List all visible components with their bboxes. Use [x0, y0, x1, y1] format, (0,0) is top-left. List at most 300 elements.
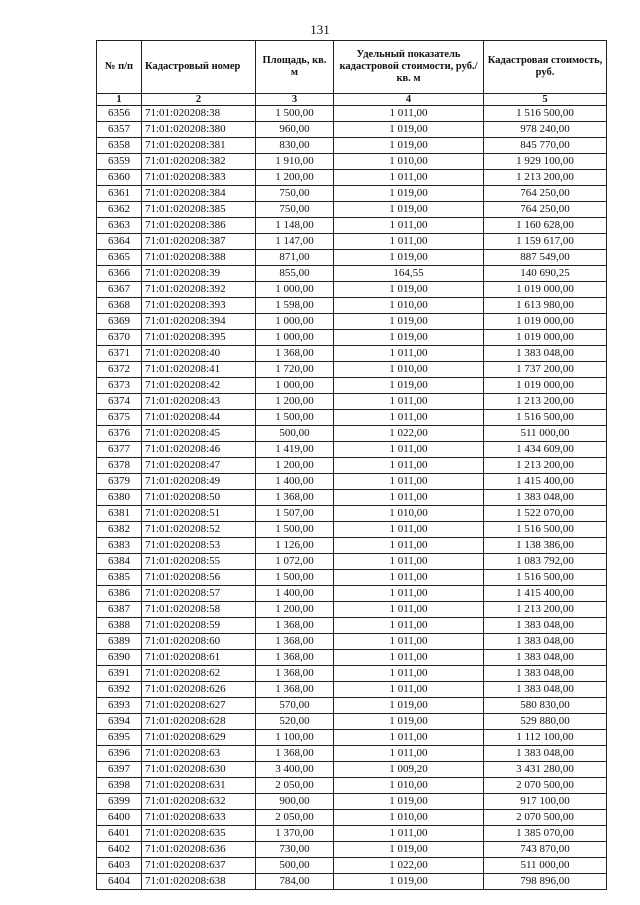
cadastral-value-cell: 1 383 048,00	[484, 618, 607, 634]
area-cell: 1 370,00	[256, 826, 334, 842]
cadastral-number-cell: 71:01:020208:59	[142, 618, 256, 634]
table-row	[97, 714, 607, 730]
cadastral-value-cell: 1 516 500,00	[484, 570, 607, 586]
specific-value-cell: 1 011,00	[334, 474, 484, 490]
cadastral-number-cell: 71:01:020208:45	[142, 426, 256, 442]
cadastral-value-cell: 580 830,00	[484, 698, 607, 714]
area-cell: 500,00	[256, 858, 334, 874]
specific-value-cell: 1 011,00	[334, 682, 484, 698]
row-number-cell: 6386	[97, 586, 142, 602]
cadastral-value-cell: 1 019 000,00	[484, 378, 607, 394]
table-row	[97, 266, 607, 282]
cadastral-number-cell: 71:01:020208:57	[142, 586, 256, 602]
table-row	[97, 234, 607, 250]
row-number-cell: 6384	[97, 554, 142, 570]
cadastral-number-cell: 71:01:020208:40	[142, 346, 256, 362]
area-cell: 1 598,00	[256, 298, 334, 314]
row-number-cell: 6404	[97, 874, 142, 890]
area-cell: 1 072,00	[256, 554, 334, 570]
cadastral-number-cell: 71:01:020208:382	[142, 154, 256, 170]
row-number-cell: 6380	[97, 490, 142, 506]
table-row	[97, 474, 607, 490]
table-row	[97, 298, 607, 314]
table-row	[97, 506, 607, 522]
specific-value-cell: 1 011,00	[334, 634, 484, 650]
specific-value-cell: 1 011,00	[334, 490, 484, 506]
cadastral-value-cell: 1 383 048,00	[484, 634, 607, 650]
row-number-cell: 6395	[97, 730, 142, 746]
area-cell: 871,00	[256, 250, 334, 266]
specific-value-cell: 1 011,00	[334, 826, 484, 842]
table-row	[97, 250, 607, 266]
specific-value-cell: 1 019,00	[334, 202, 484, 218]
area-cell: 1 000,00	[256, 282, 334, 298]
area-cell: 1 720,00	[256, 362, 334, 378]
cadastral-number-cell: 71:01:020208:387	[142, 234, 256, 250]
cadastral-value-cell: 1 415 400,00	[484, 586, 607, 602]
row-number-cell: 6364	[97, 234, 142, 250]
specific-value-cell: 1 011,00	[334, 106, 484, 122]
row-number-cell: 6383	[97, 538, 142, 554]
table-row	[97, 778, 607, 794]
cadastral-number-cell: 71:01:020208:61	[142, 650, 256, 666]
row-number-cell: 6382	[97, 522, 142, 538]
cadastral-value-cell: 1 415 400,00	[484, 474, 607, 490]
cadastral-number-cell: 71:01:020208:388	[142, 250, 256, 266]
cadastral-number-cell: 71:01:020208:51	[142, 506, 256, 522]
table-row	[97, 282, 607, 298]
area-cell: 1 000,00	[256, 330, 334, 346]
cadastral-number-cell: 71:01:020208:41	[142, 362, 256, 378]
specific-value-cell: 1 019,00	[334, 378, 484, 394]
area-cell: 1 500,00	[256, 410, 334, 426]
table-header-row	[97, 41, 607, 94]
row-number-cell: 6379	[97, 474, 142, 490]
cadastral-number-cell: 71:01:020208:630	[142, 762, 256, 778]
table-row	[97, 602, 607, 618]
specific-value-cell: 1 011,00	[334, 394, 484, 410]
table-row	[97, 874, 607, 890]
cadastral-value-cell: 1 019 000,00	[484, 282, 607, 298]
cadastral-value-cell: 1 019 000,00	[484, 330, 607, 346]
specific-value-cell: 1 011,00	[334, 522, 484, 538]
cadastral-value-cell: 1 737 200,00	[484, 362, 607, 378]
row-number-cell: 6400	[97, 810, 142, 826]
specific-value-cell: 1 011,00	[334, 618, 484, 634]
area-cell: 1 200,00	[256, 602, 334, 618]
area-cell: 730,00	[256, 842, 334, 858]
cadastral-value-cell: 978 240,00	[484, 122, 607, 138]
area-cell: 570,00	[256, 698, 334, 714]
specific-value-cell: 1 011,00	[334, 442, 484, 458]
cadastral-value-cell: 1 383 048,00	[484, 746, 607, 762]
row-number-cell: 6401	[97, 826, 142, 842]
cadastral-value-cell: 1 929 100,00	[484, 154, 607, 170]
row-number-cell: 6363	[97, 218, 142, 234]
area-cell: 784,00	[256, 874, 334, 890]
row-number-cell: 6361	[97, 186, 142, 202]
row-number-cell: 6396	[97, 746, 142, 762]
specific-value-cell: 1 019,00	[334, 874, 484, 890]
specific-value-cell: 1 019,00	[334, 714, 484, 730]
cadastral-number-cell: 71:01:020208:383	[142, 170, 256, 186]
table-row	[97, 746, 607, 762]
row-number-cell: 6402	[97, 842, 142, 858]
area-cell: 3 400,00	[256, 762, 334, 778]
cadastral-number-cell: 71:01:020208:56	[142, 570, 256, 586]
table-row	[97, 410, 607, 426]
specific-value-cell: 1 011,00	[334, 586, 484, 602]
specific-value-cell: 1 011,00	[334, 602, 484, 618]
header-cadastral-value: Кадастровая стоимость, руб.	[484, 41, 607, 94]
table-row	[97, 394, 607, 410]
row-number-cell: 6372	[97, 362, 142, 378]
cadastral-value-cell: 1 516 500,00	[484, 106, 607, 122]
header-cadastral-number: Кадастровый номер	[142, 41, 256, 94]
row-number-cell: 6391	[97, 666, 142, 682]
cadastral-number-cell: 71:01:020208:55	[142, 554, 256, 570]
cadastral-number-cell: 71:01:020208:393	[142, 298, 256, 314]
cadastral-value-cell: 529 880,00	[484, 714, 607, 730]
row-number-cell: 6360	[97, 170, 142, 186]
table-row	[97, 346, 607, 362]
cadastral-value-cell: 764 250,00	[484, 186, 607, 202]
specific-value-cell: 1 011,00	[334, 730, 484, 746]
cadastral-value-cell: 1 522 070,00	[484, 506, 607, 522]
specific-value-cell: 1 011,00	[334, 666, 484, 682]
cadastral-value-cell: 511 000,00	[484, 426, 607, 442]
table-row	[97, 218, 607, 234]
header-area: Площадь, кв. м	[256, 41, 334, 94]
table-row	[97, 106, 607, 122]
cadastral-number-cell: 71:01:020208:47	[142, 458, 256, 474]
row-number-cell: 6357	[97, 122, 142, 138]
cadastral-value-cell: 1 383 048,00	[484, 346, 607, 362]
table-row	[97, 650, 607, 666]
cadastral-value-cell: 1 613 980,00	[484, 298, 607, 314]
table-row	[97, 586, 607, 602]
row-number-cell: 6403	[97, 858, 142, 874]
row-number-cell: 6376	[97, 426, 142, 442]
cadastral-value-cell: 1 159 617,00	[484, 234, 607, 250]
specific-value-cell: 164,55	[334, 266, 484, 282]
cadastral-value-cell: 1 385 070,00	[484, 826, 607, 842]
row-number-cell: 6370	[97, 330, 142, 346]
area-cell: 900,00	[256, 794, 334, 810]
cadastral-number-cell: 71:01:020208:638	[142, 874, 256, 890]
cadastral-value-cell: 1 213 200,00	[484, 602, 607, 618]
table-row	[97, 378, 607, 394]
cadastral-value-cell: 1 019 000,00	[484, 314, 607, 330]
cadastral-number-cell: 71:01:020208:633	[142, 810, 256, 826]
cadastral-number-cell: 71:01:020208:635	[142, 826, 256, 842]
area-cell: 2 050,00	[256, 810, 334, 826]
specific-value-cell: 1 019,00	[334, 138, 484, 154]
area-cell: 1 368,00	[256, 634, 334, 650]
area-cell: 960,00	[256, 122, 334, 138]
specific-value-cell: 1 011,00	[334, 410, 484, 426]
row-number-cell: 6392	[97, 682, 142, 698]
specific-value-cell: 1 011,00	[334, 458, 484, 474]
column-number: 3	[256, 94, 334, 106]
table-row	[97, 570, 607, 586]
table-row	[97, 202, 607, 218]
row-number-cell: 6374	[97, 394, 142, 410]
area-cell: 1 368,00	[256, 666, 334, 682]
cadastral-value-cell: 1 213 200,00	[484, 458, 607, 474]
row-number-cell: 6373	[97, 378, 142, 394]
cadastral-value-cell: 1 516 500,00	[484, 410, 607, 426]
cadastral-number-cell: 71:01:020208:63	[142, 746, 256, 762]
cadastral-number-cell: 71:01:020208:631	[142, 778, 256, 794]
row-number-cell: 6375	[97, 410, 142, 426]
table-row	[97, 426, 607, 442]
area-cell: 1 500,00	[256, 570, 334, 586]
row-number-cell: 6399	[97, 794, 142, 810]
cadastral-value-cell: 798 896,00	[484, 874, 607, 890]
specific-value-cell: 1 019,00	[334, 314, 484, 330]
table-row	[97, 762, 607, 778]
table-row	[97, 490, 607, 506]
cadastral-value-cell: 1 213 200,00	[484, 394, 607, 410]
specific-value-cell: 1 011,00	[334, 554, 484, 570]
specific-value-cell: 1 019,00	[334, 250, 484, 266]
area-cell: 2 050,00	[256, 778, 334, 794]
area-cell: 1 368,00	[256, 490, 334, 506]
table-row	[97, 330, 607, 346]
column-number: 2	[142, 94, 256, 106]
cadastral-value-cell: 1 083 792,00	[484, 554, 607, 570]
cadastral-number-cell: 71:01:020208:637	[142, 858, 256, 874]
area-cell: 520,00	[256, 714, 334, 730]
cadastral-number-cell: 71:01:020208:636	[142, 842, 256, 858]
cadastral-number-cell: 71:01:020208:632	[142, 794, 256, 810]
cadastral-number-cell: 71:01:020208:53	[142, 538, 256, 554]
area-cell: 1 200,00	[256, 458, 334, 474]
specific-value-cell: 1 011,00	[334, 170, 484, 186]
specific-value-cell: 1 022,00	[334, 858, 484, 874]
specific-value-cell: 1 011,00	[334, 346, 484, 362]
row-number-cell: 6381	[97, 506, 142, 522]
table-row	[97, 858, 607, 874]
cadastral-value-cell: 764 250,00	[484, 202, 607, 218]
specific-value-cell: 1 022,00	[334, 426, 484, 442]
row-number-cell: 6387	[97, 602, 142, 618]
cadastral-value-cell: 1 112 100,00	[484, 730, 607, 746]
cadastral-number-cell: 71:01:020208:395	[142, 330, 256, 346]
table-row	[97, 698, 607, 714]
table-row	[97, 666, 607, 682]
specific-value-cell: 1 010,00	[334, 154, 484, 170]
specific-value-cell: 1 011,00	[334, 570, 484, 586]
cadastral-value-cell: 1 383 048,00	[484, 490, 607, 506]
area-cell: 1 200,00	[256, 394, 334, 410]
area-cell: 1 147,00	[256, 234, 334, 250]
area-cell: 1 910,00	[256, 154, 334, 170]
table-row	[97, 618, 607, 634]
area-cell: 500,00	[256, 426, 334, 442]
cadastral-number-cell: 71:01:020208:39	[142, 266, 256, 282]
specific-value-cell: 1 011,00	[334, 538, 484, 554]
specific-value-cell: 1 019,00	[334, 282, 484, 298]
area-cell: 1 400,00	[256, 586, 334, 602]
table-row	[97, 362, 607, 378]
table-row	[97, 458, 607, 474]
specific-value-cell: 1 010,00	[334, 810, 484, 826]
specific-value-cell: 1 010,00	[334, 298, 484, 314]
specific-value-cell: 1 010,00	[334, 506, 484, 522]
specific-value-cell: 1 011,00	[334, 650, 484, 666]
row-number-cell: 6389	[97, 634, 142, 650]
cadastral-number-cell: 71:01:020208:49	[142, 474, 256, 490]
row-number-cell: 6365	[97, 250, 142, 266]
cadastral-number-cell: 71:01:020208:50	[142, 490, 256, 506]
area-cell: 830,00	[256, 138, 334, 154]
cadastral-value-cell: 140 690,25	[484, 266, 607, 282]
table-row	[97, 730, 607, 746]
area-cell: 1 100,00	[256, 730, 334, 746]
specific-value-cell: 1 011,00	[334, 746, 484, 762]
specific-value-cell: 1 019,00	[334, 794, 484, 810]
specific-value-cell: 1 019,00	[334, 122, 484, 138]
specific-value-cell: 1 011,00	[334, 234, 484, 250]
table-row	[97, 170, 607, 186]
cadastral-number-cell: 71:01:020208:42	[142, 378, 256, 394]
cadastral-number-cell: 71:01:020208:385	[142, 202, 256, 218]
column-numbers-row	[97, 94, 607, 106]
cadastral-value-table	[96, 40, 607, 890]
area-cell: 1 000,00	[256, 314, 334, 330]
area-cell: 1 000,00	[256, 378, 334, 394]
area-cell: 1 500,00	[256, 522, 334, 538]
cadastral-value-cell: 1 434 609,00	[484, 442, 607, 458]
table-row	[97, 794, 607, 810]
cadastral-number-cell: 71:01:020208:52	[142, 522, 256, 538]
specific-value-cell: 1 009,20	[334, 762, 484, 778]
row-number-cell: 6366	[97, 266, 142, 282]
table-body	[97, 106, 607, 890]
cadastral-number-cell: 71:01:020208:392	[142, 282, 256, 298]
cadastral-number-cell: 71:01:020208:43	[142, 394, 256, 410]
cadastral-value-cell: 743 870,00	[484, 842, 607, 858]
cadastral-number-cell: 71:01:020208:629	[142, 730, 256, 746]
row-number-cell: 6362	[97, 202, 142, 218]
specific-value-cell: 1 010,00	[334, 362, 484, 378]
table-row	[97, 154, 607, 170]
area-cell: 1 368,00	[256, 682, 334, 698]
area-cell: 1 400,00	[256, 474, 334, 490]
column-number: 5	[484, 94, 607, 106]
cadastral-value-cell: 1 383 048,00	[484, 650, 607, 666]
row-number-cell: 6367	[97, 282, 142, 298]
table-row	[97, 186, 607, 202]
table-row	[97, 138, 607, 154]
table-row	[97, 682, 607, 698]
cadastral-value-cell: 3 431 280,00	[484, 762, 607, 778]
area-cell: 750,00	[256, 186, 334, 202]
cadastral-number-cell: 71:01:020208:58	[142, 602, 256, 618]
cadastral-number-cell: 71:01:020208:384	[142, 186, 256, 202]
cadastral-value-cell: 1 516 500,00	[484, 522, 607, 538]
row-number-cell: 6398	[97, 778, 142, 794]
area-cell: 1 368,00	[256, 346, 334, 362]
cadastral-number-cell: 71:01:020208:46	[142, 442, 256, 458]
cadastral-number-cell: 71:01:020208:381	[142, 138, 256, 154]
cadastral-value-cell: 2 070 500,00	[484, 810, 607, 826]
row-number-cell: 6377	[97, 442, 142, 458]
cadastral-number-cell: 71:01:020208:627	[142, 698, 256, 714]
row-number-cell: 6356	[97, 106, 142, 122]
row-number-cell: 6378	[97, 458, 142, 474]
table-row	[97, 442, 607, 458]
cadastral-value-cell: 1 383 048,00	[484, 666, 607, 682]
row-number-cell: 6358	[97, 138, 142, 154]
row-number-cell: 6390	[97, 650, 142, 666]
row-number-cell: 6393	[97, 698, 142, 714]
page-number: 131	[310, 22, 330, 37]
cadastral-number-cell: 71:01:020208:62	[142, 666, 256, 682]
specific-value-cell: 1 010,00	[334, 778, 484, 794]
area-cell: 1 500,00	[256, 106, 334, 122]
cadastral-number-cell: 71:01:020208:394	[142, 314, 256, 330]
cadastral-value-cell: 511 000,00	[484, 858, 607, 874]
row-number-cell: 6369	[97, 314, 142, 330]
cadastral-value-cell: 1 160 628,00	[484, 218, 607, 234]
table-row	[97, 122, 607, 138]
cadastral-number-cell: 71:01:020208:626	[142, 682, 256, 698]
cadastral-value-cell: 917 100,00	[484, 794, 607, 810]
area-cell: 1 507,00	[256, 506, 334, 522]
row-number-cell: 6368	[97, 298, 142, 314]
cadastral-number-cell: 71:01:020208:386	[142, 218, 256, 234]
specific-value-cell: 1 019,00	[334, 842, 484, 858]
cadastral-number-cell: 71:01:020208:44	[142, 410, 256, 426]
row-number-cell: 6397	[97, 762, 142, 778]
specific-value-cell: 1 019,00	[334, 186, 484, 202]
area-cell: 750,00	[256, 202, 334, 218]
cadastral-value-cell: 1 383 048,00	[484, 682, 607, 698]
table-row	[97, 554, 607, 570]
table-row	[97, 810, 607, 826]
specific-value-cell: 1 019,00	[334, 330, 484, 346]
table-row	[97, 314, 607, 330]
column-number: 1	[97, 94, 142, 106]
area-cell: 1 368,00	[256, 650, 334, 666]
table-row	[97, 634, 607, 650]
table-row	[97, 538, 607, 554]
area-cell: 1 200,00	[256, 170, 334, 186]
table-row	[97, 522, 607, 538]
cadastral-number-cell: 71:01:020208:380	[142, 122, 256, 138]
area-cell: 1 126,00	[256, 538, 334, 554]
cadastral-value-cell: 845 770,00	[484, 138, 607, 154]
area-cell: 1 368,00	[256, 618, 334, 634]
column-number: 4	[334, 94, 484, 106]
cadastral-number-cell: 71:01:020208:38	[142, 106, 256, 122]
cadastral-value-cell: 1 138 386,00	[484, 538, 607, 554]
area-cell: 855,00	[256, 266, 334, 282]
specific-value-cell: 1 011,00	[334, 218, 484, 234]
row-number-cell: 6385	[97, 570, 142, 586]
cadastral-value-cell: 1 213 200,00	[484, 170, 607, 186]
cadastral-number-cell: 71:01:020208:60	[142, 634, 256, 650]
area-cell: 1 368,00	[256, 746, 334, 762]
row-number-cell: 6371	[97, 346, 142, 362]
header-specific-value: Удельный показатель кадастровой стоимости, руб./кв. м	[334, 41, 484, 94]
row-number-cell: 6388	[97, 618, 142, 634]
cadastral-value-cell: 2 070 500,00	[484, 778, 607, 794]
area-cell: 1 419,00	[256, 442, 334, 458]
